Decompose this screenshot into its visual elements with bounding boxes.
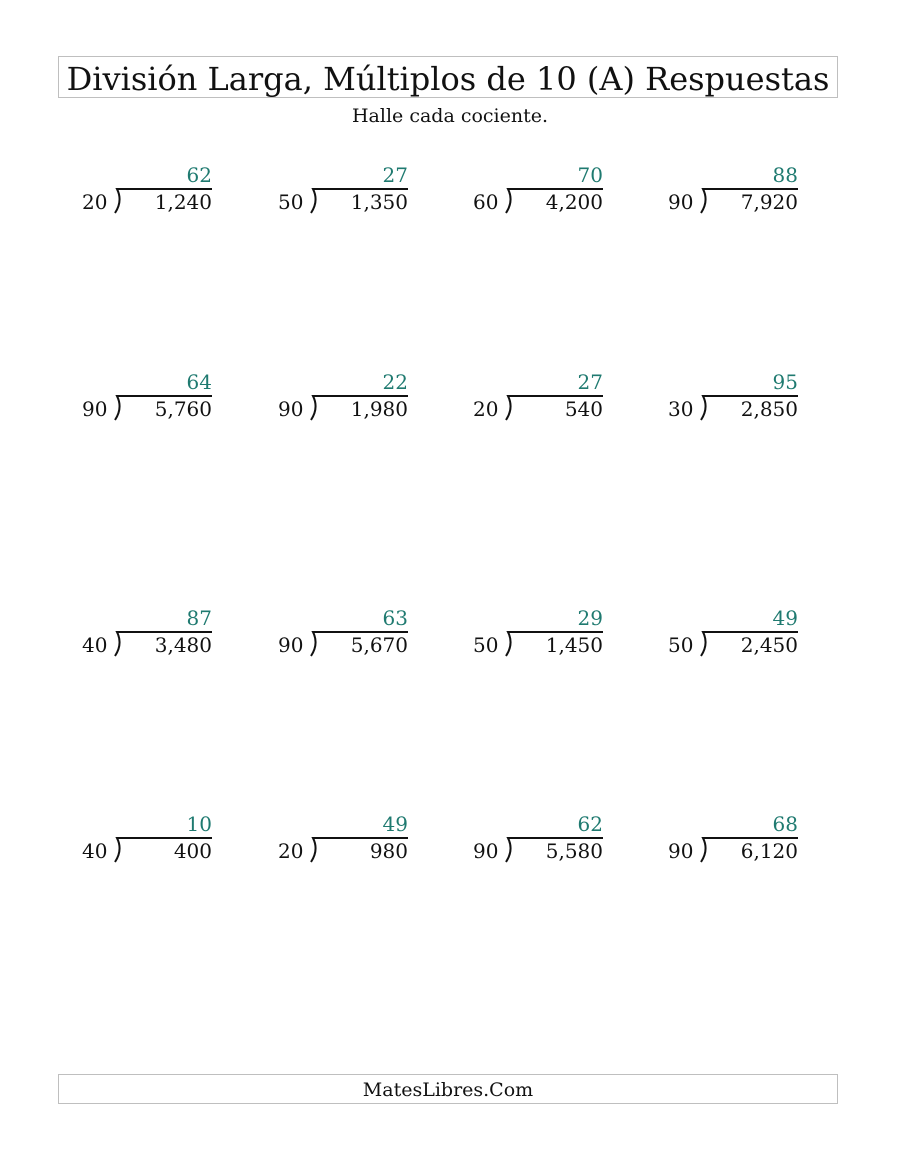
divisor: 90	[278, 397, 304, 421]
dividend: 3,480	[154, 633, 212, 657]
division-problem	[278, 370, 408, 430]
dividend: 1,350	[350, 190, 408, 214]
quotient-answer: 95	[772, 370, 798, 394]
quotient-answer: 62	[577, 812, 603, 836]
quotient-answer: 29	[577, 606, 603, 630]
division-problem	[668, 606, 798, 666]
dividend: 980	[369, 839, 408, 863]
dividend: 4,200	[545, 190, 603, 214]
divisor: 90	[473, 839, 499, 863]
division-problem	[473, 370, 603, 430]
page-title: División Larga, Múltiplos de 10 (A) Respuestas	[66, 60, 830, 98]
division-problem	[473, 163, 603, 223]
dividend: 540	[564, 397, 603, 421]
division-problem	[473, 812, 603, 872]
divisor: 90	[278, 633, 304, 657]
division-problem	[278, 606, 408, 666]
quotient-answer: 70	[577, 163, 603, 187]
dividend: 5,580	[545, 839, 603, 863]
quotient-answer: 62	[186, 163, 212, 187]
division-problem	[82, 163, 212, 223]
title-box	[58, 56, 838, 98]
divisor: 50	[668, 633, 694, 657]
divisor: 30	[668, 397, 694, 421]
divisor: 40	[82, 633, 108, 657]
quotient-answer: 64	[186, 370, 212, 394]
quotient-answer: 63	[382, 606, 408, 630]
division-problem	[668, 812, 798, 872]
division-problem	[278, 812, 408, 872]
dividend: 2,450	[740, 633, 798, 657]
instructions: Halle cada cociente.	[351, 105, 549, 127]
quotient-answer: 27	[577, 370, 603, 394]
division-problem	[278, 163, 408, 223]
dividend: 5,760	[154, 397, 212, 421]
divisor: 90	[82, 397, 108, 421]
quotient-answer: 68	[772, 812, 798, 836]
dividend: 2,850	[740, 397, 798, 421]
quotient-answer: 49	[382, 812, 408, 836]
dividend: 5,670	[350, 633, 408, 657]
dividend: 7,920	[740, 190, 798, 214]
dividend: 1,450	[545, 633, 603, 657]
division-problem	[82, 812, 212, 872]
quotient-answer: 27	[382, 163, 408, 187]
footer-site: MatesLibres.Com	[362, 1079, 534, 1101]
divisor: 40	[82, 839, 108, 863]
quotient-answer: 87	[186, 606, 212, 630]
divisor: 60	[473, 190, 499, 214]
quotient-answer: 88	[772, 163, 798, 187]
divisor: 90	[668, 190, 694, 214]
divisor: 50	[278, 190, 304, 214]
quotient-answer: 22	[382, 370, 408, 394]
dividend: 400	[173, 839, 212, 863]
division-problem	[82, 370, 212, 430]
divisor: 90	[668, 839, 694, 863]
divisor: 50	[473, 633, 499, 657]
division-problem	[668, 163, 798, 223]
division-problem	[668, 370, 798, 430]
quotient-answer: 10	[186, 812, 212, 836]
division-problem	[82, 606, 212, 666]
dividend: 1,980	[350, 397, 408, 421]
dividend: 6,120	[740, 839, 798, 863]
dividend: 1,240	[154, 190, 212, 214]
division-problem	[473, 606, 603, 666]
quotient-answer: 49	[772, 606, 798, 630]
divisor: 20	[82, 190, 108, 214]
divisor: 20	[473, 397, 499, 421]
divisor: 20	[278, 839, 304, 863]
footer-box	[58, 1074, 838, 1104]
